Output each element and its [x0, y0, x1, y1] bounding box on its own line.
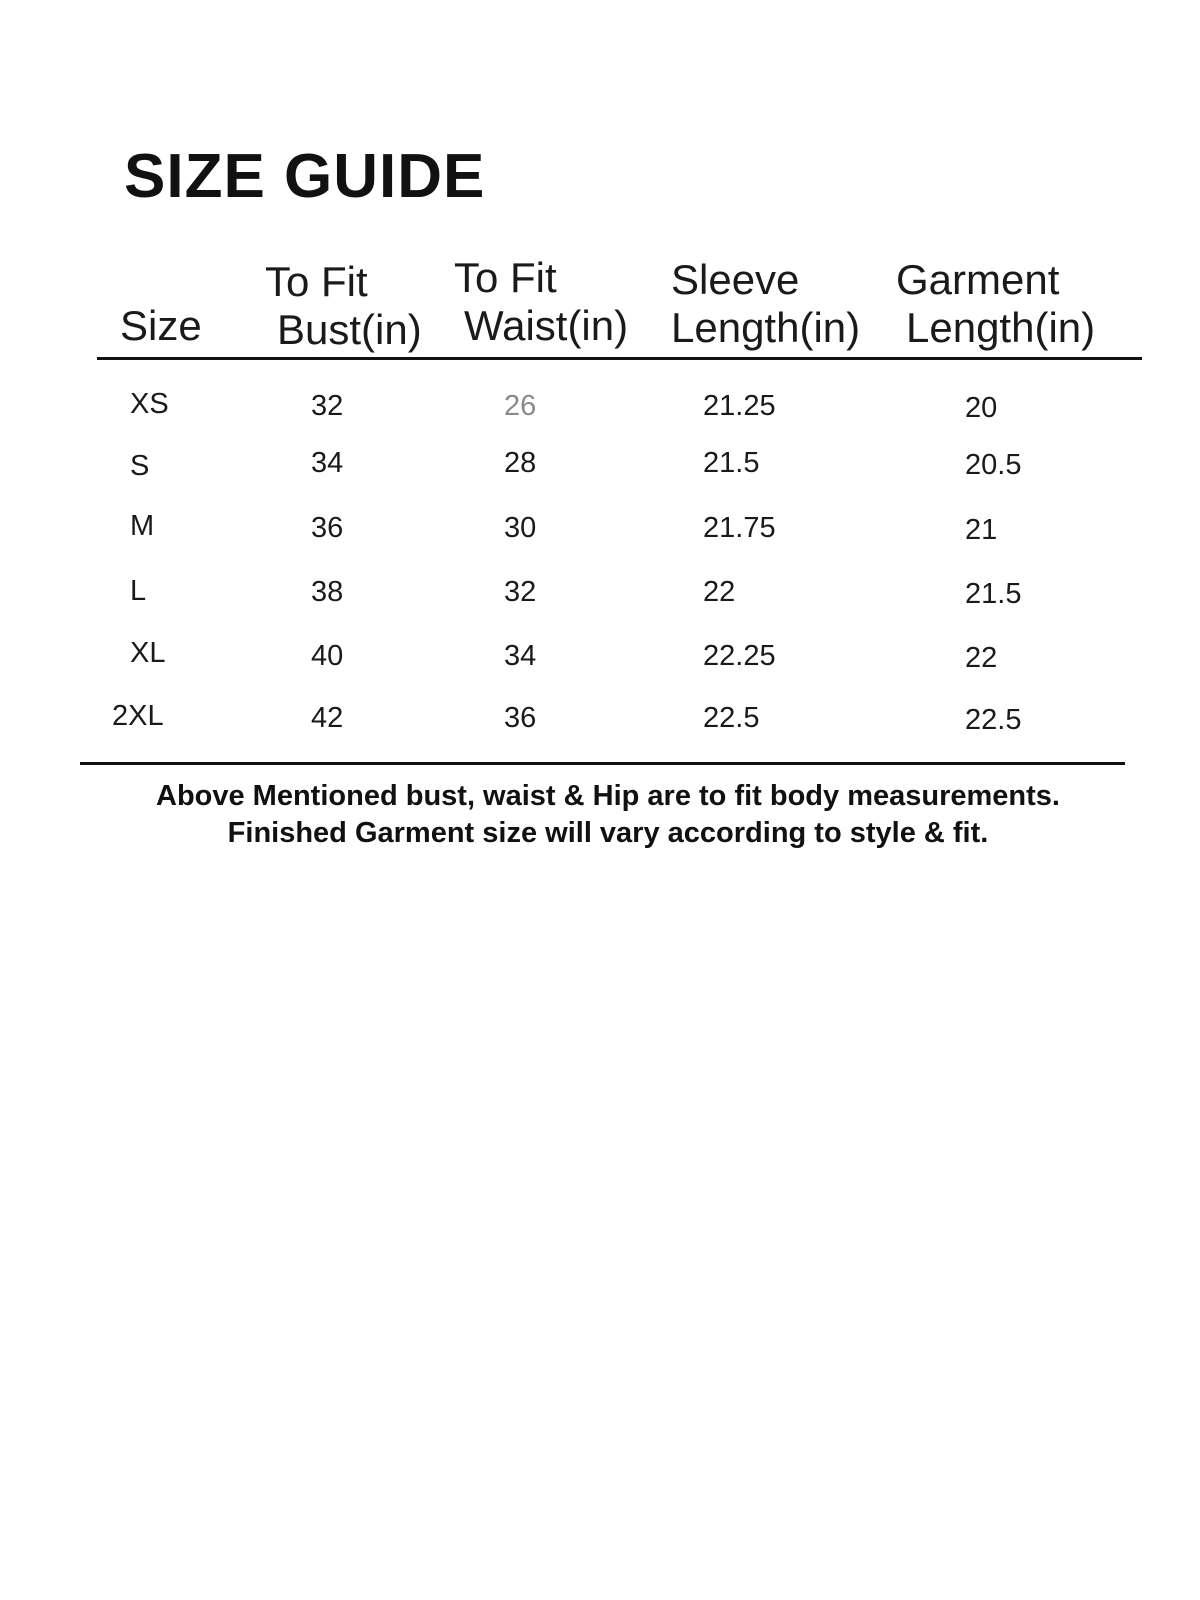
cell-waist: 34	[504, 640, 537, 672]
cell-size: 2XL	[112, 700, 164, 732]
cell-bust: 42	[311, 702, 344, 734]
cell-waist: 26	[504, 390, 537, 422]
size-guide-title: SIZE GUIDE	[124, 142, 486, 211]
cell-bust: 38	[311, 576, 344, 608]
cell-sleeve: 21.25	[703, 390, 776, 422]
header-garment	[896, 256, 1095, 352]
cell-garment: 20	[965, 392, 998, 424]
header-sleeve-line2: Length(in)	[671, 304, 861, 351]
cell-size: XL	[130, 637, 166, 669]
header-size-label: Size	[120, 302, 202, 349]
cell-bust: 34	[311, 447, 344, 479]
cell-sleeve: 21.75	[703, 512, 776, 544]
cell-sleeve: 22.25	[703, 640, 776, 672]
header-size	[120, 302, 202, 350]
cell-garment: 22.5	[965, 704, 1022, 736]
cell-garment: 22	[965, 642, 998, 674]
header-bust	[265, 258, 422, 354]
header-waist	[454, 254, 628, 350]
header-waist-line1: To Fit	[454, 254, 557, 301]
cell-sleeve: 21.5	[703, 447, 760, 479]
header-sleeve	[671, 256, 860, 352]
cell-sleeve: 22.5	[703, 702, 760, 734]
footer-divider	[80, 762, 1125, 765]
cell-bust: 36	[311, 512, 344, 544]
cell-size: XS	[130, 388, 169, 420]
cell-waist: 28	[504, 447, 537, 479]
cell-garment: 21	[965, 514, 998, 546]
cell-waist: 32	[504, 576, 537, 608]
header-divider	[97, 357, 1142, 360]
header-sleeve-line1: Sleeve	[671, 256, 800, 303]
footnote-line-1: Above Mentioned bust, waist & Hip are to fit body measurements.	[156, 780, 1060, 812]
cell-size: L	[130, 575, 147, 607]
header-garment-line1: Garment	[896, 256, 1060, 303]
cell-size: S	[130, 450, 150, 482]
header-garment-line2: Length(in)	[906, 304, 1096, 351]
header-bust-line2: Bust(in)	[277, 306, 422, 353]
cell-bust: 40	[311, 640, 344, 672]
cell-bust: 32	[311, 390, 344, 422]
header-waist-line2: Waist(in)	[464, 302, 629, 349]
cell-waist: 30	[504, 512, 537, 544]
footnote-line-2: Finished Garment size will vary according to style & fit.	[227, 817, 989, 849]
cell-sleeve: 22	[703, 576, 736, 608]
header-bust-line1: To Fit	[265, 258, 368, 305]
cell-garment: 21.5	[965, 578, 1022, 610]
cell-garment: 20.5	[965, 449, 1022, 481]
cell-size: M	[130, 510, 155, 542]
cell-waist: 36	[504, 702, 537, 734]
